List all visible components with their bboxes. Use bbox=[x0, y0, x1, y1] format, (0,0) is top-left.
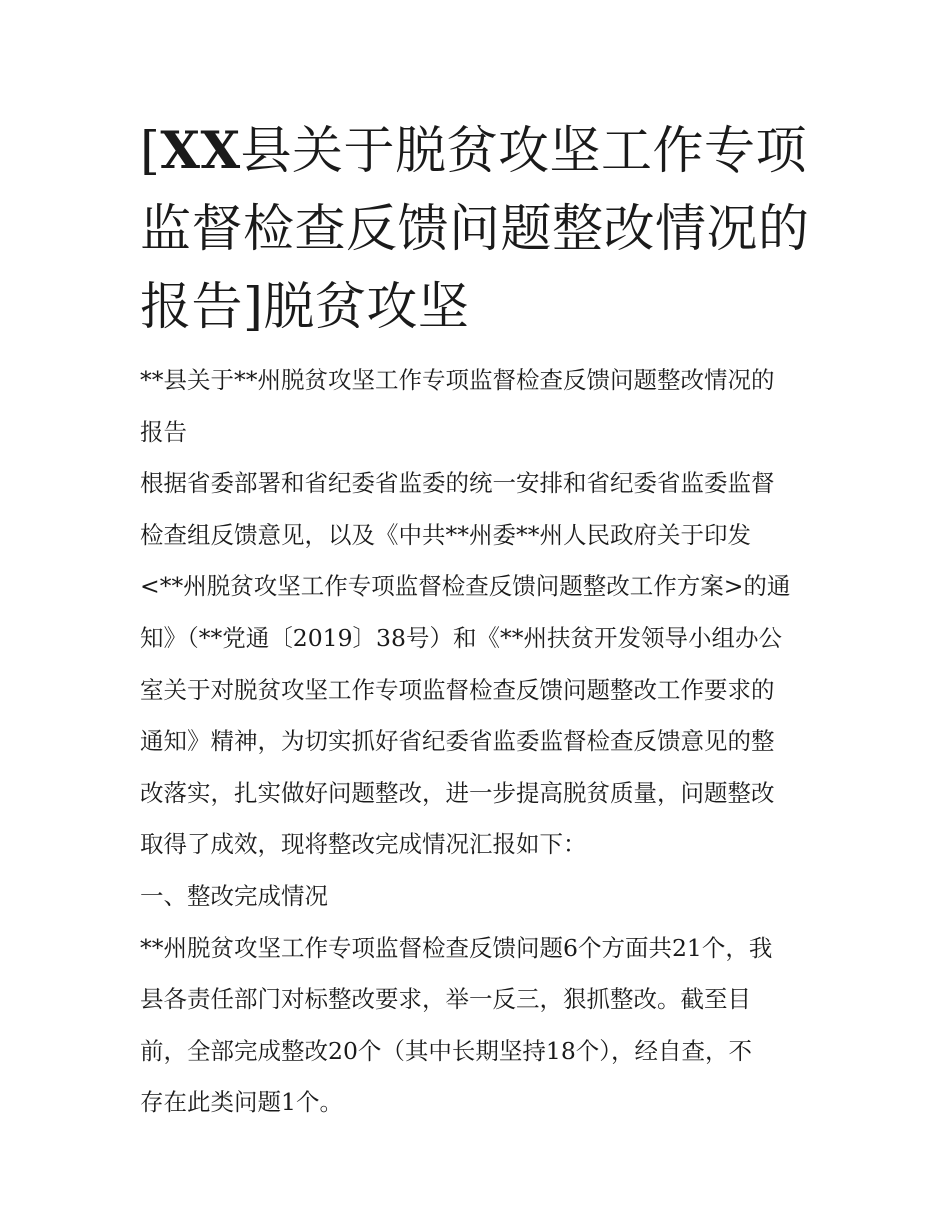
paragraph-1-line-1: 根据省委部署和省纪委省监委的统一安排和省纪委省监委监督 bbox=[140, 469, 775, 498]
title-line-3: 报告]脱贫攻坚 bbox=[140, 278, 470, 337]
paragraph-1-line-5: 室关于对脱贫攻坚工作专项监督检查反馈问题整改工作要求的 bbox=[140, 675, 775, 704]
paragraph-1-line-3: <**州脱贫攻坚工作专项监督检查反馈问题整改工作方案>的通 bbox=[140, 572, 791, 601]
paragraph-1-line-7: 改落实，扎实做好问题整改，进一步提高脱贫质量，问题整改 bbox=[140, 778, 775, 807]
paragraph-1-line-2: 检查组反馈意见，以及《中共**州委**州人民政府关于印发 bbox=[140, 520, 751, 549]
subtitle-line-2: 报告 bbox=[140, 417, 187, 446]
document-title bbox=[140, 112, 820, 347]
title-line-2: 监督检查反馈问题整改情况的 bbox=[140, 200, 810, 259]
title-line-1-rest: 县关于脱贫攻坚工作专项 bbox=[240, 122, 808, 181]
paragraph-2-line-1: **州脱贫攻坚工作专项监督检查反馈问题6个方面共21个，我 bbox=[140, 933, 773, 962]
section-heading: 一、整改完成情况 bbox=[140, 881, 328, 910]
subtitle-line-1: **县关于**州脱贫攻坚工作专项监督检查反馈问题整改情况的 bbox=[140, 366, 775, 394]
title-bold-xx: XX bbox=[160, 121, 241, 181]
paragraph-1-line-8: 取得了成效，现将整改完成情况汇报如下： bbox=[140, 830, 587, 859]
document-body bbox=[140, 355, 820, 1129]
title-bracket-open: [ bbox=[140, 122, 161, 181]
paragraph-1-line-4: 知》（**党通〔2019〕38号）和《**州扶贫开发领导小组办公 bbox=[140, 623, 782, 652]
paragraph-2-line-2: 县各责任部门对标整改要求，举一反三，狠抓整改。截至目 bbox=[140, 985, 751, 1014]
paragraph-1-line-6: 通知》精神，为切实抓好省纪委省监委监督检查反馈意见的整 bbox=[140, 727, 775, 756]
paragraph-2-line-3: 前，全部完成整改20个（其中长期坚持18个），经自查，不 bbox=[140, 1036, 753, 1065]
title-line-1 bbox=[140, 112, 820, 191]
paragraph-2-line-4: 存在此类问题1个。 bbox=[140, 1088, 343, 1117]
